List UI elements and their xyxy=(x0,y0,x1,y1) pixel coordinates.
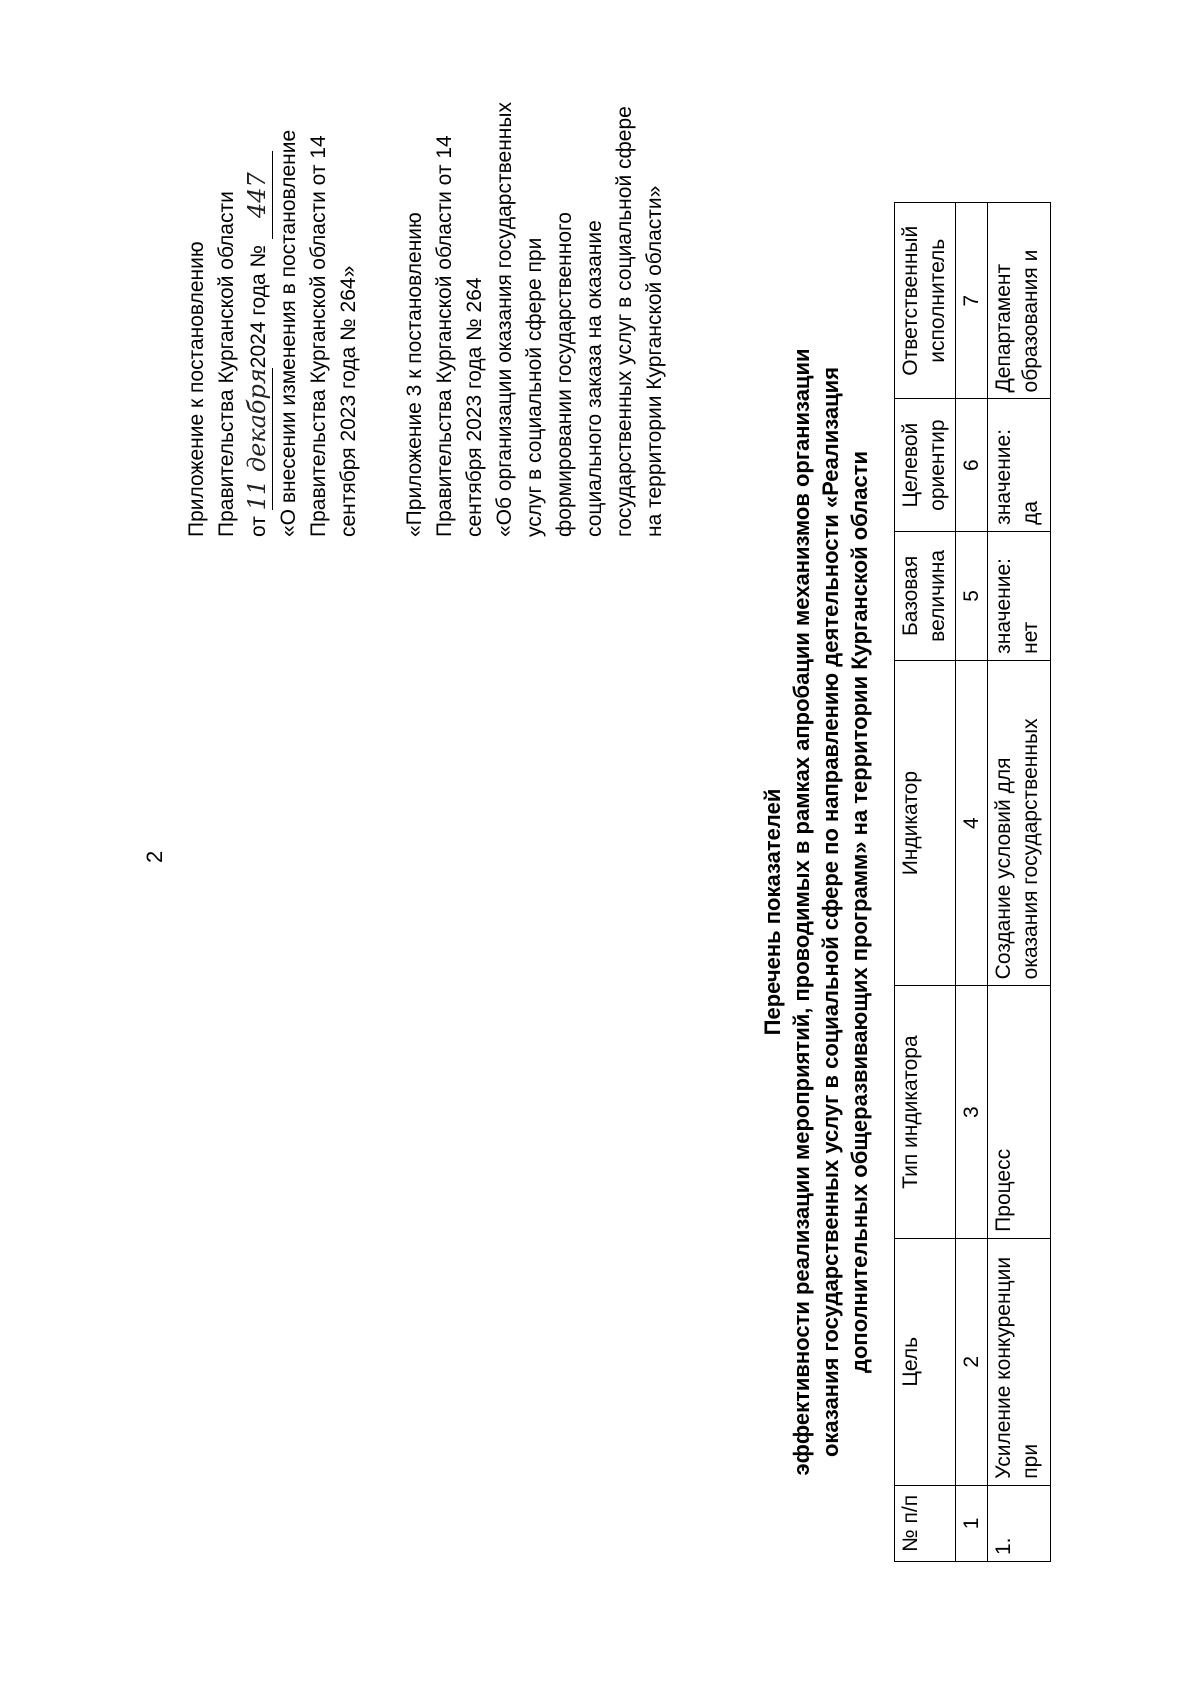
table-cell: Процесс xyxy=(988,986,1051,1238)
table-cell: Усиление конкуренции при xyxy=(988,1238,1051,1485)
document-title xyxy=(758,267,874,1557)
column-number-cell: 7 xyxy=(956,203,988,399)
header-cell: Ответственный исполнитель xyxy=(895,203,956,399)
table-cell: 1. xyxy=(988,1485,1051,1561)
table-cell: Создание условий для оказания государственных xyxy=(988,660,1051,985)
column-number-cell: 3 xyxy=(956,986,988,1238)
indicators-table xyxy=(894,202,1051,1562)
table-cell: значение: да xyxy=(988,399,1051,531)
column-number-cell: 5 xyxy=(956,531,988,660)
header-cell: Цель xyxy=(895,1238,956,1485)
title-line-2: эффективности реализации мероприятий, проводимых в рамках апробации механизмов организации xyxy=(789,348,814,1476)
table-row xyxy=(988,203,1051,1562)
table-header-row xyxy=(895,203,956,1562)
table-cell: значение: нет xyxy=(988,531,1051,660)
table-cell: Департамент образования и xyxy=(988,203,1051,399)
column-number-row xyxy=(956,203,988,1562)
appendix-year: 2024 года № xyxy=(247,244,270,369)
title-line-3: оказания государственных услуг в социальной сфере по направлению деятельности «Реализация xyxy=(818,366,843,1458)
page-number: 2 xyxy=(142,850,167,863)
annex3-title: «Об организации оказания государственных услуг в социальной сфере при формировании государственного социального заказа на оказание государственных услуг в социальной сфере на территории Курганской области» xyxy=(493,102,666,537)
title-line-4: дополнительных общеразвивающих программ» на территории Курганской области xyxy=(847,451,872,1373)
header-cell: Тип индикатора xyxy=(895,986,956,1238)
annex3-reference: «Приложение 3 к постановлению Правительства Курганской области от 14 сентября 2023 года № 264 xyxy=(403,135,486,537)
title-line-1: Перечень показателей xyxy=(760,788,785,1036)
appendix-line-2: Правительства Курганской области xyxy=(215,191,238,537)
changes-title: «О внесении изменения в постановление Правительства Курганской области от 14 сентября 2023 года № 264» xyxy=(277,129,360,537)
appendix-line-1: Приложение к постановлению xyxy=(185,241,208,537)
column-number-cell: 1 xyxy=(956,1485,988,1561)
appendix-from: от xyxy=(247,516,270,537)
column-number-cell: 4 xyxy=(956,660,988,985)
annex3-block xyxy=(400,97,670,537)
appendix-block xyxy=(182,97,706,537)
header-cell: Индикатор xyxy=(895,660,956,985)
header-cell: Базовая величина xyxy=(895,531,956,660)
column-number-cell: 2 xyxy=(956,1238,988,1485)
column-number-cell: 6 xyxy=(956,399,988,531)
handwritten-number: 447 xyxy=(242,151,273,239)
handwritten-date: 11 декабря xyxy=(243,368,271,511)
appendix-header xyxy=(182,97,364,537)
header-cell: № п/п xyxy=(895,1485,956,1561)
header-cell: Целевой ориентир xyxy=(895,399,956,531)
